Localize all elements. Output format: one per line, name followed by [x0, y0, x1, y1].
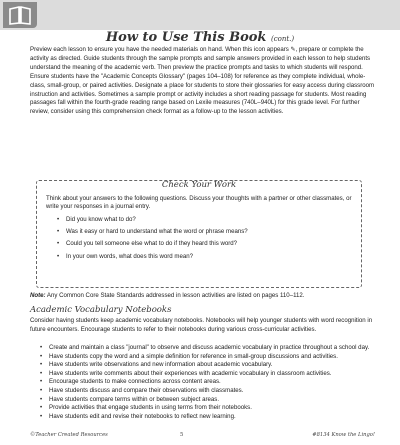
- note-label: Note:: [30, 292, 46, 299]
- vocab-notebooks-list: [40, 344, 380, 421]
- page-title-text: How to Use This Book: [105, 30, 267, 45]
- header-bar: [0, 0, 400, 30]
- note-text: Any Common Core State Standards addressed in lesson activities are listed on pages 110–112.: [45, 292, 305, 299]
- page-footer: [30, 432, 375, 442]
- list-item: • Have students discuss and compare their observations with classmates.: [40, 387, 380, 396]
- list-item: • Have students edit and revise their notebooks to reflect new learning.: [40, 413, 380, 422]
- page-title: [0, 30, 400, 45]
- list-item: • Have students write observations and new information about academic vocabulary.: [40, 361, 380, 370]
- list-item: • Encourage students to make connections across content areas.: [40, 378, 380, 387]
- footer-product-id: #8134 Know the Lingo!: [312, 432, 375, 438]
- intro-paragraph: Preview each lesson to ensure you have the needed materials on hand. When this icon appears ✎, prepare or complete the activity as directed. Guide students through the sample prompts and sample answers provided in each lesson to help students understand the meaning of the academic verb. Then preview the practice prompts and tasks to which students will respond. Ensure students have the "Academic Concepts Glossary" (pages 104–108) for reference as they complete individual, whole-class, small-group, or paired activities. Designate a place for students to store their glossaries for easy access during classroom instruction and activities. Sometimes a sample prompt or activity includes a short reading passage for students. Most reading passages fall within the fourth-grade reading range based on Lexile measures (740L–940L) for this grade level. For further review, consider using this comprehension check format as a follow-up to the lesson activities.: [30, 46, 375, 116]
- standards-note: [30, 292, 380, 300]
- check-item: • Could you tell someone else what to do if they heard this word?: [57, 238, 347, 250]
- check-item: • Was it easy or hard to understand what the word or phrase means?: [57, 226, 347, 238]
- check-your-work-list: [57, 214, 347, 263]
- vocab-notebooks-paragraph: Consider having students keep academic vocabulary notebooks. Notebooks will help younger students with word recognition in future encounters. Encourage students to refer to their notebooks during various cross-curricular activities.: [30, 317, 373, 333]
- page-title-suffix: (cont.): [270, 35, 295, 43]
- check-your-work-intro: Think about your answers to the following questions. Discuss your thoughts with a partner or other classmates, or write your responses in a journal entry.: [46, 195, 352, 211]
- list-item: • Provide activities that engage students in using terms from their notebooks.: [40, 404, 380, 413]
- check-item: • In your own words, what does this word mean?: [57, 251, 347, 263]
- list-item: • Create and maintain a class "journal" to observe and discuss academic vocabulary in practice throughout a school day.: [40, 344, 380, 353]
- check-your-work-box: [36, 180, 362, 288]
- list-item: • Have students compare terms within or between subject areas.: [40, 396, 380, 405]
- list-item: • Have students copy the word and a simple definition for reference in small-group discussions and activities.: [40, 353, 380, 362]
- check-item: • Did you know what to do?: [57, 214, 347, 226]
- list-item: • Have students write comments about their experiences with academic vocabulary in classroom activities.: [40, 370, 380, 379]
- open-book-icon: [3, 2, 37, 28]
- footer-copyright: ©Teacher Created Resources: [30, 432, 108, 438]
- check-your-work-title: Check Your Work: [161, 180, 237, 190]
- footer-page-number: 5: [180, 432, 184, 438]
- vocab-notebooks-heading: Academic Vocabulary Notebooks: [30, 305, 172, 315]
